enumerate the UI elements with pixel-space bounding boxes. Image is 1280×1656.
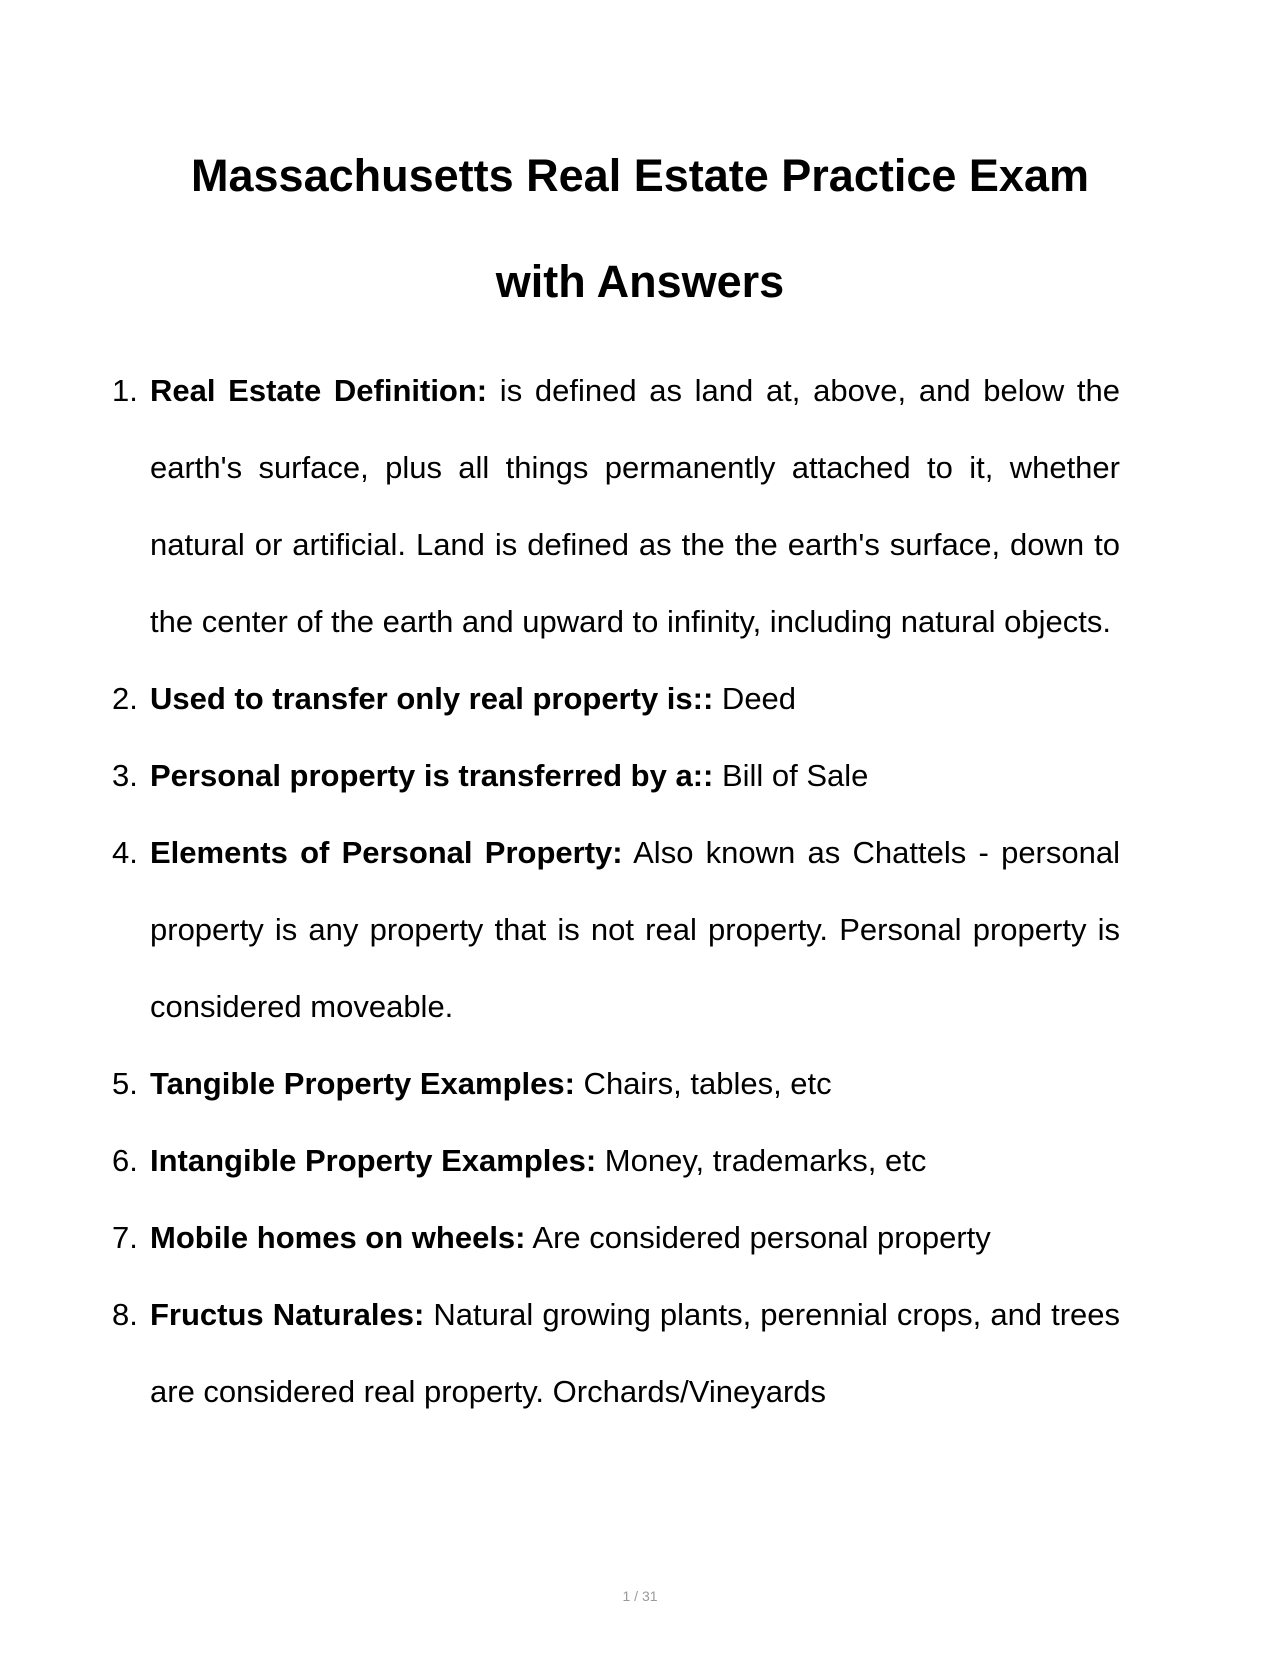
qa-item-3 <box>112 737 1120 814</box>
qa-item-answer: Are considered personal property <box>525 1220 991 1255</box>
qa-item-number: 2. <box>112 681 138 716</box>
qa-item-8 <box>112 1276 1120 1430</box>
qa-item-answer: Bill of Sale <box>713 758 869 793</box>
qa-item-term: Elements of Personal Property: <box>150 835 623 870</box>
qa-item-term: Tangible Property Examples: <box>150 1066 575 1101</box>
qa-item-answer: Chairs, tables, etc <box>574 1066 832 1101</box>
document-title-line-2: with Answers <box>495 256 785 307</box>
qa-item-number: 3. <box>112 758 138 793</box>
qa-item-number: 5. <box>112 1066 138 1101</box>
qa-item-number: 8. <box>112 1297 138 1332</box>
qa-item-term: Used to transfer only real property is:: <box>150 681 714 716</box>
document-title-line-1: Massachusetts Real Estate Practice Exam <box>191 150 1089 201</box>
qa-item-answer: Also known as Chattels - personal property is any property that is not real property. Personal property is considered moveable. <box>150 835 1120 1024</box>
qa-item-5 <box>112 1045 1120 1122</box>
qa-item-4 <box>112 814 1120 1045</box>
qa-item-1 <box>112 352 1120 660</box>
qa-item-answer: Deed <box>713 681 797 716</box>
qa-list <box>112 352 1120 1430</box>
qa-item-number: 6. <box>112 1143 138 1178</box>
qa-item-6 <box>112 1122 1120 1199</box>
qa-item-number: 7. <box>112 1220 138 1255</box>
qa-item-term: Intangible Property Examples: <box>150 1143 597 1178</box>
qa-item-answer: is defined as land at, above, and below the earth's surface, plus all things permanently attached to it, whether natural or artificial. Land is defined as the the earth's surface, down to the center of the earth and upward to infinity, including natural objects. <box>150 373 1120 639</box>
qa-item-answer: Money, trademarks, etc <box>596 1143 927 1178</box>
qa-item-number: 4. <box>112 835 138 870</box>
qa-item-term: Mobile homes on wheels: <box>150 1220 526 1255</box>
qa-item-term: Fructus Naturales: <box>150 1297 425 1332</box>
qa-item-7 <box>112 1199 1120 1276</box>
qa-item-term: Real Estate Definition: <box>150 373 488 408</box>
qa-item-term: Personal property is transferred by a:: <box>150 758 714 793</box>
qa-item-answer: Natural growing plants, perennial crops, and trees are considered real property. Orchards/Vineyards <box>150 1297 1120 1409</box>
qa-item-number: 1. <box>112 373 138 408</box>
page-indicator: 1 / 31 <box>622 1588 658 1604</box>
qa-item-2 <box>112 660 1120 737</box>
